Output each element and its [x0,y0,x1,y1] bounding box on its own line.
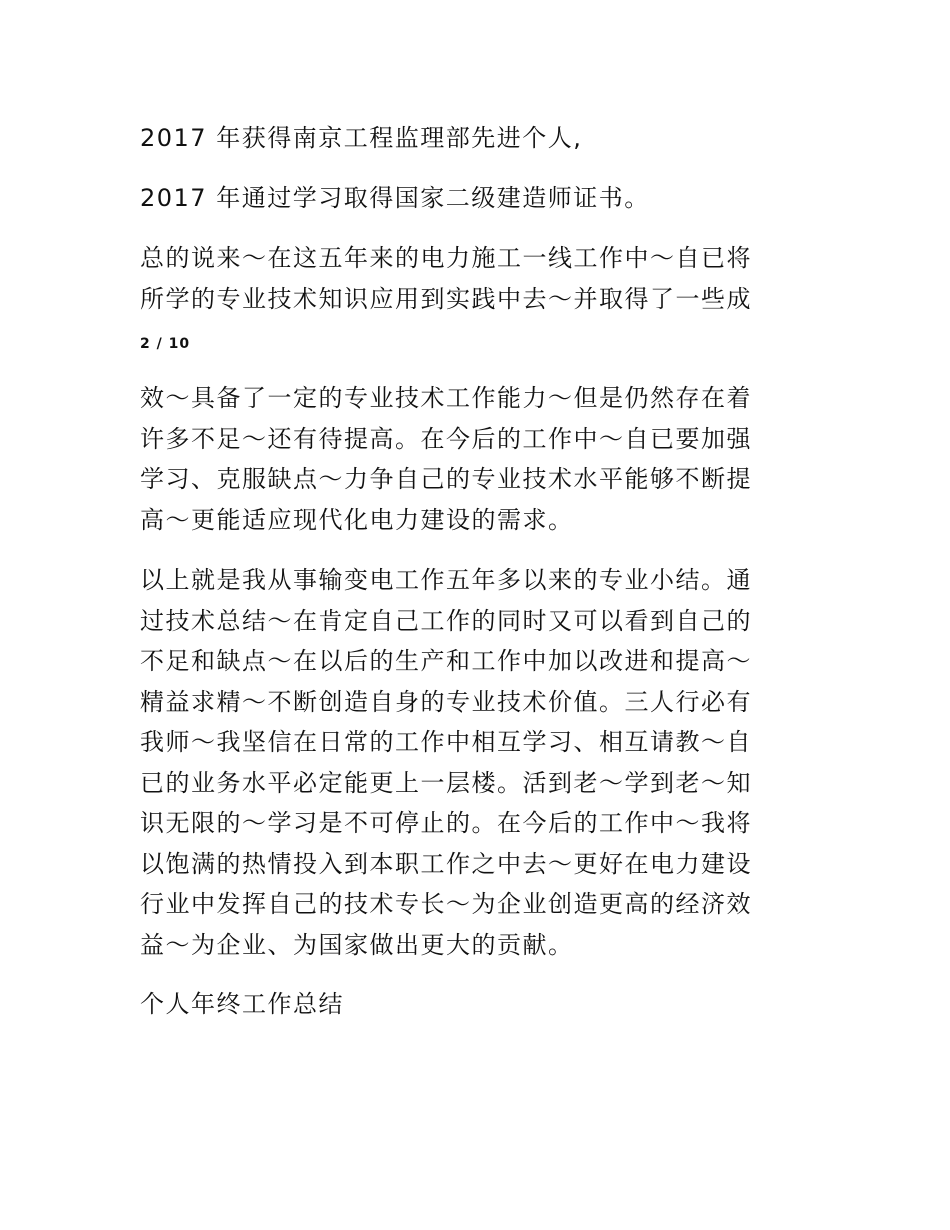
text-line: 2017 年获得南京工程监理部先进个人, [140,124,583,152]
paragraph-conclusion [140,560,800,965]
text-line: 2017 年通过学习取得国家二级建造师证书。 [140,184,650,212]
text-line: 益～为企业、为国家做出更大的贡献。 [140,930,574,959]
text-line: 不足和缺点～在以后的生产和工作中加以改进和提高～ [140,647,752,675]
text-line: 许多不足～还有待提高。在今后的工作中～自已要加强 [140,424,752,453]
text-line: 识无限的～学习是不可停止的。在今后的工作中～我将 [140,809,752,837]
text-line: 以上就是我从事输变电工作五年多以来的专业小结。通 [140,566,752,594]
text-line: 个人年终工作总结 [140,990,344,1018]
text-line: 我师～我坚信在日常的工作中相互学习、相互请教～自 [140,728,752,756]
text-line: 精益求精～不断创造自身的专业技术价值。三人行必有 [140,687,752,716]
paragraph-summary-part2 [140,378,800,540]
text-line: 已的业务水平必定能更上一层楼。活到老～学到老～知 [140,768,752,797]
text-line: 效～具备了一定的专业技术工作能力～但是仍然存在着 [140,384,752,412]
text-line: 学习、克服缺点～力争自己的专业技术水平能够不断提 [140,465,752,493]
page-number: 2 / 10 [140,336,191,352]
text-line: 以饱满的热情投入到本职工作之中去～更好在电力建设 [140,849,752,878]
text-line: 高～更能适应现代化电力建设的需求。 [140,505,574,534]
text-line: 行业中发挥自己的技术专长～为企业创造更高的经济效 [140,890,752,918]
text-line: 过技术总结～在肯定自己工作的同时又可以看到自己的 [140,606,752,635]
text-line: 所学的专业技术知识应用到实践中去～并取得了一些成 [140,284,752,313]
paragraph-summary-part1 [140,238,800,319]
section-heading [140,984,800,1025]
paragraph-award [140,118,800,159]
text-line: 总的说来～在这五年来的电力施工一线工作中～自已将 [140,244,752,272]
paragraph-certificate [140,178,800,219]
